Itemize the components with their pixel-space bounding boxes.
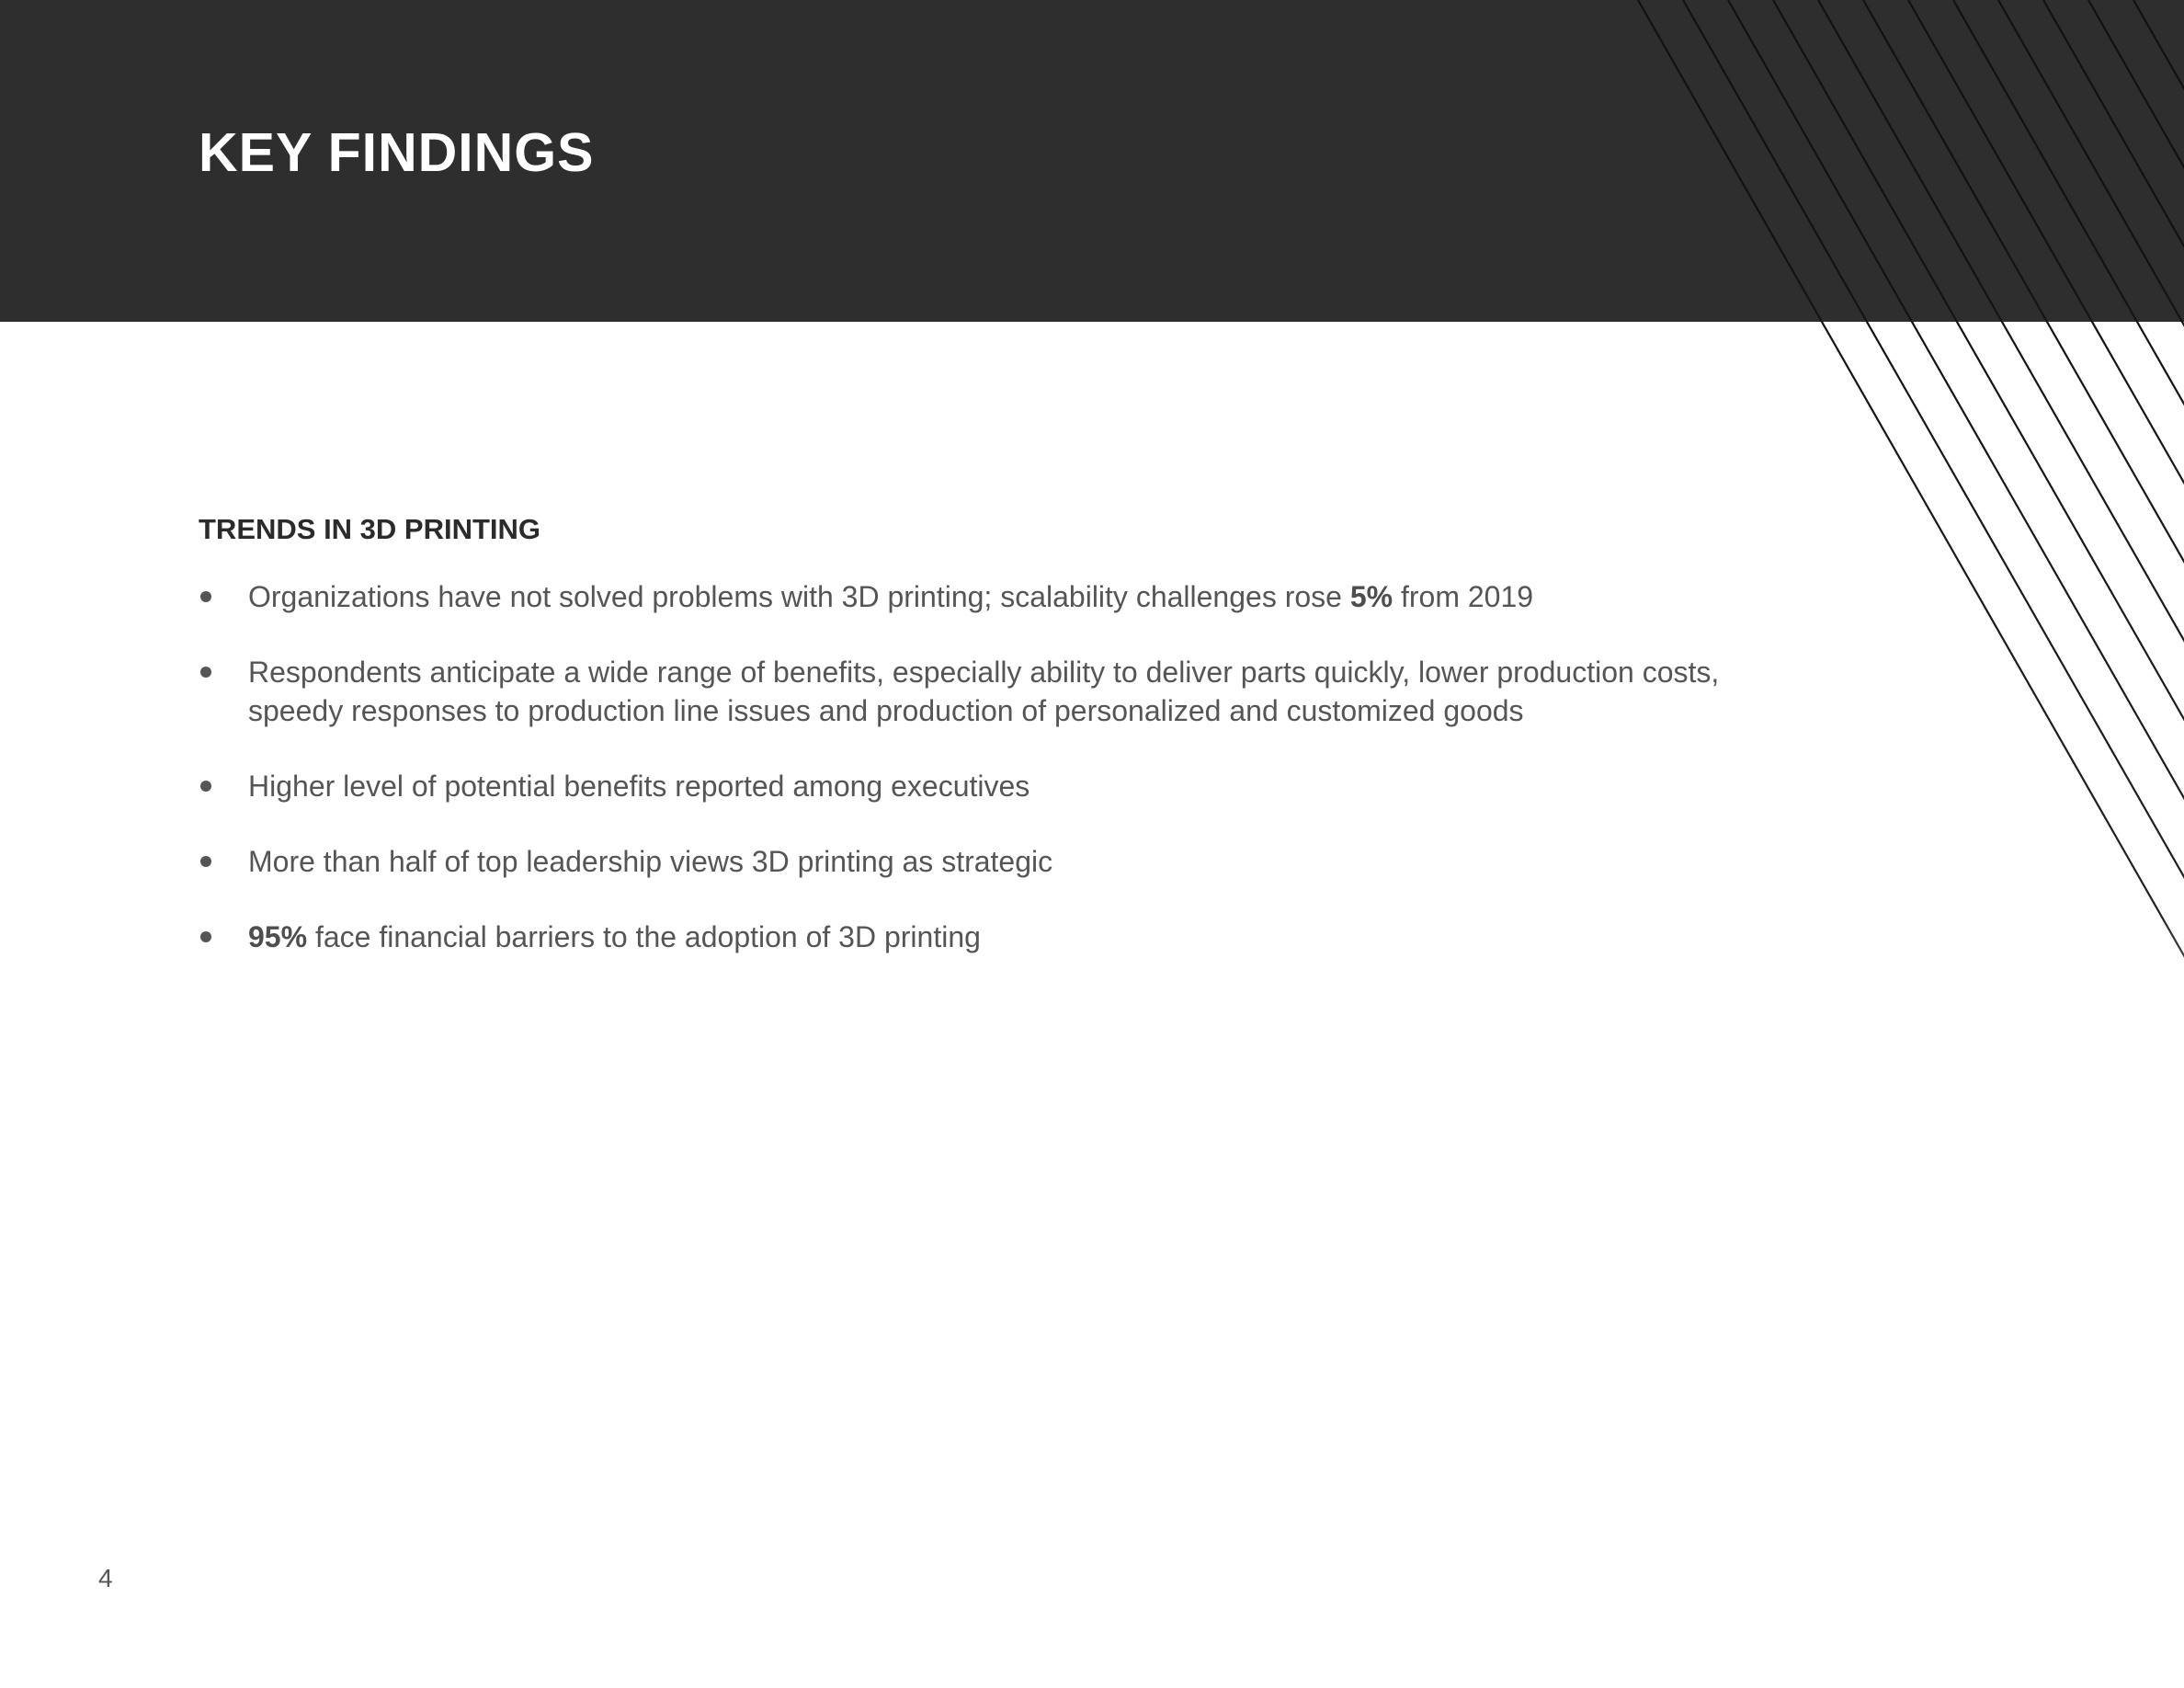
bullet-dot-icon bbox=[200, 931, 211, 942]
bullet-emphasis: 95% bbox=[248, 920, 308, 953]
bullet-dot-icon bbox=[200, 591, 211, 602]
section-heading: TRENDS IN 3D PRINTING bbox=[199, 513, 541, 545]
page-number: 4 bbox=[98, 1564, 113, 1592]
bullet-text-part: Higher level of potential benefits reported among executives bbox=[248, 770, 1030, 803]
bullet-text-part: Respondents anticipate a wide range of benefits, especially ability to deliver parts quickly, lower production costs, speedy responses to production line issues and production of personalized and customized goods bbox=[248, 656, 1720, 727]
bullet-text bbox=[248, 580, 1533, 613]
bullet-text bbox=[248, 845, 1052, 878]
bullet-text bbox=[248, 770, 1029, 803]
bullet-text-part: face financial barriers to the adoption of 3D printing bbox=[307, 920, 981, 953]
bullet-text-part: Organizations have not solved problems with 3D printing; scalability challenges rose bbox=[248, 580, 1350, 613]
list-item bbox=[199, 653, 1780, 730]
bullet-emphasis: 5% bbox=[1349, 580, 1393, 613]
bullet-text-part: from 2019 bbox=[1393, 580, 1534, 613]
findings-list bbox=[199, 577, 1780, 956]
list-item bbox=[199, 842, 1780, 881]
list-item bbox=[199, 767, 1780, 805]
bullet-dot-icon bbox=[200, 781, 211, 792]
bullet-dot-icon bbox=[200, 856, 211, 867]
list-item bbox=[199, 918, 1780, 956]
bullet-dot-icon bbox=[200, 667, 211, 678]
list-item bbox=[199, 577, 1780, 616]
bullet-text-part: More than half of top leadership views 3D printing as strategic bbox=[248, 845, 1053, 878]
bullet-text bbox=[248, 920, 981, 953]
trends-section bbox=[199, 508, 1780, 993]
bullet-text bbox=[248, 656, 1719, 727]
page-title: KEY FINDINGS bbox=[199, 122, 595, 183]
